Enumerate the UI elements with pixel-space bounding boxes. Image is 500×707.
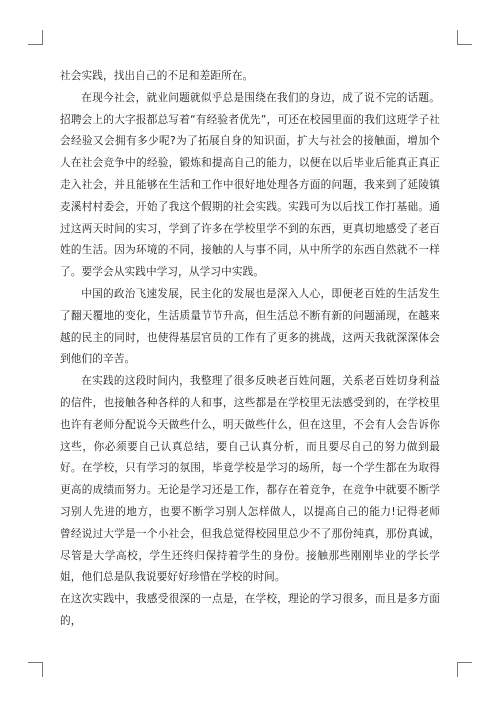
paragraph-4: 在实践的这段时间内，我整理了很多反映老百姓问题，关系老百姓切身利益的信件，也接触各种各样的人和事，这些都是在学校里无法感受到的，在学校里也许有老师分配说今天做些什么，明天做些什么，但在这里，不会有人会告诉你这些，你必须要自己认真总结，要自己认真分析，而且要尽自己的努力做到最好。在学校，只有学习的氛围，毕竟学校是学习的场所，每一个学生都在为取得更高的成绩而努力。无论是学习还是工作，都存在着竞争，在竞争中就要不断学习别人先进的地方，也要不断学习别人怎样做人，以提高自己的能力!记得老师曾经说过大学是一个小社会，但我总觉得校园里总少不了那份纯真，那份真诚，尽管是大学高校，学生还终归保持着学生的身份。接触那些刚刚毕业的学长学姐，他们总是队我说要好好珍惜在学校的时间。	[60, 375, 440, 584]
document-body	[60, 66, 440, 633]
crop-mark-bottom-left	[28, 662, 43, 677]
paragraph-1: 社会实践，找出自己的不足和差距所在。	[60, 70, 254, 82]
crop-mark-bottom-right	[457, 662, 472, 677]
paragraph-3: 中国的政治飞速发展，民主化的发展也是深入人心，即便老百姓的生活发生了翻天覆地的变化，生活质量节节升高，但生活总不断有新的问题涌现，在越来越的民主的同时，也使得基层官员的工作有了更多的挑战，这两天我就深深体会到他们的辛苦。	[60, 287, 440, 366]
paragraph-5: 在这次实践中，我感受很深的一点是，在学校，理论的学习很多，而且是多方面的，	[60, 593, 440, 627]
crop-mark-top-left	[28, 30, 43, 45]
crop-mark-top-right	[457, 30, 472, 45]
paragraph-2: 在现今社会，就业问题就似乎总是围绕在我们的身边，成了说不完的话题。招聘会上的大字报都总写着“有经验者优先”，可还在校园里面的我们这班学子社会经验又会拥有多少呢?为了拓展自身的知识面，扩大与社会的接触面，增加个人在社会竞争中的经验，锻炼和提高自己的能力，以便在以后毕业后能真正真正走入社会，并且能够在生活和工作中很好地处理各方面的问题，我来到了延陵镇麦溪村村委会，开始了我这个假期的社会实践。实践可为以后找工作打基础。通过这两天时间的实习，学到了许多在学校里学不到的东西，更真切地感受了老百姓的生活。因为环境的不同，接触的人与事不同，从中所学的东西自然就不一样了。要学会从实践中学习，从学习中实践。	[60, 91, 440, 279]
